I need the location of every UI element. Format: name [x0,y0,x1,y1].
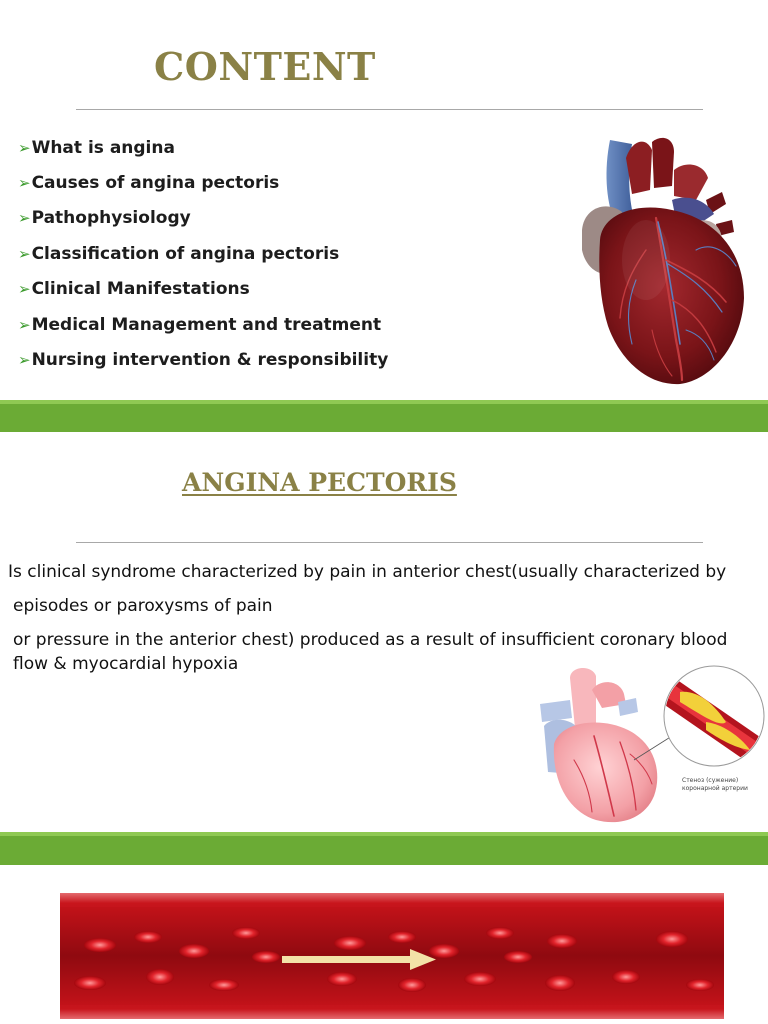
title-divider [76,542,703,543]
arrow-bullet-icon: ➢ [18,138,31,157]
slide-blood-vessel [0,865,768,1024]
list-item: ➢ Classification of angina pectoris [18,243,340,264]
title-divider [76,109,703,110]
list-item: ➢ Clinical Manifestations [18,279,250,300]
slide-angina-pectoris [0,432,768,832]
list-item: ➢ What is angina [18,137,175,158]
image-caption: коронарной артерии [682,785,748,792]
anatomical-heart-icon [576,130,752,390]
slide-title: ANGINA PECTORIS [182,468,457,497]
list-item: ➢ Nursing intervention & responsibility [18,350,389,371]
arrow-bullet-icon: ➢ [18,280,31,299]
heart-with-artery-stenosis-icon [530,664,766,828]
image-caption: Стеноз (сужение) [682,777,739,784]
list-item: ➢ Medical Management and treatment [18,314,382,335]
paragraph: episodes or paroxysms of pain [13,596,273,616]
slide-content [0,0,768,400]
arrow-bullet-icon: ➢ [18,209,31,228]
paragraph: or pressure in the anterior chest) produced as a result of insufficient coronary blood flow & myocardial hypoxia [13,630,728,674]
paragraph: Is clinical syndrome characterized by pain in anterior chest(usually characterized by [8,562,727,582]
blood-vessel-illustration-icon [60,893,724,1019]
slide-divider-bar [0,832,768,865]
arrow-bullet-icon: ➢ [18,351,31,370]
arrow-bullet-icon: ➢ [18,174,31,193]
slide-title: CONTENT [154,44,376,89]
definition-text [8,560,760,676]
list-item: ➢ Causes of angina pectoris [18,173,280,194]
contents-list [18,130,388,378]
arrow-bullet-icon: ➢ [18,315,31,334]
list-item: ➢ Pathophysiology [18,208,191,229]
slide-divider-bar [0,400,768,432]
arrow-bullet-icon: ➢ [18,244,31,263]
